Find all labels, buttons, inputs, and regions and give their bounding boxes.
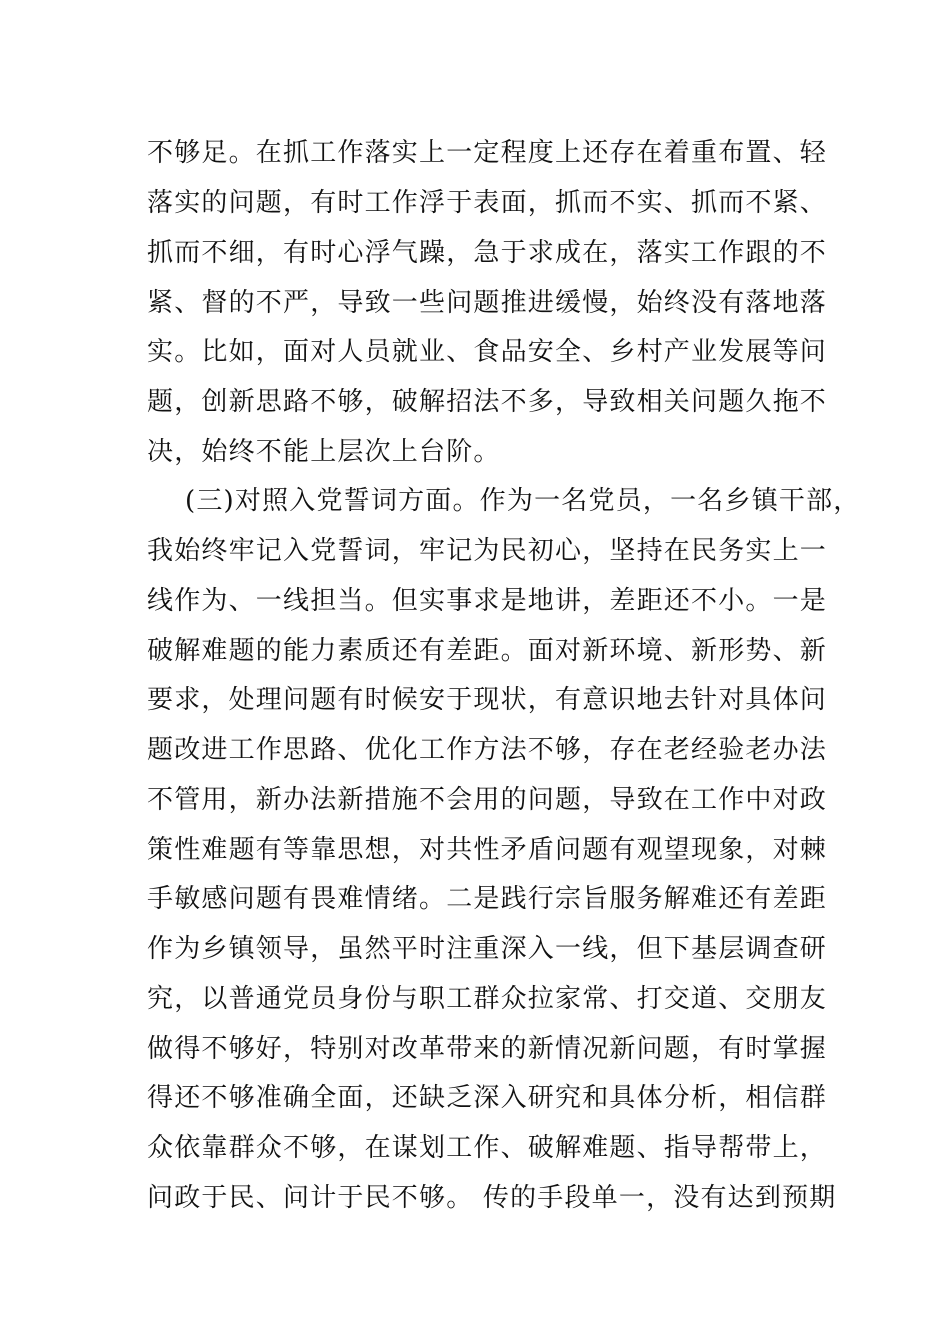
text-line: 策性难题有等靠思想，对共性矛盾问题有观望现象，对棘 <box>147 835 828 865</box>
text-line: 得还不够准确全面，还缺乏深入研究和具体分析，相信群 <box>147 1083 828 1113</box>
text-line: 题改进工作思路、优化工作方法不够，存在老经验老办法 <box>147 735 828 765</box>
text-line: 不管用，新办法新措施不会用的问题，导致在工作中对政 <box>147 785 828 815</box>
text-line: 我始终牢记入党誓词，牢记为民初心，坚持在民务实上一 <box>147 536 828 566</box>
text-line: 破解难题的能力素质还有差距。面对新环境、新形势、新 <box>147 636 828 666</box>
text-line: 要求，处理问题有时候安于现状，有意识地去针对具体问 <box>147 685 828 715</box>
text-line: 实。比如，面对人员就业、食品安全、乡村产业发展等问 <box>147 337 828 367</box>
text-line: 紧、督的不严，导致一些问题推进缓慢，始终没有落地落 <box>147 288 828 318</box>
text-line: 问政于民、问计于民不够。 传的手段单一，没有达到预期 <box>147 1183 837 1213</box>
text-line: 众依靠群众不够，在谋划工作、破解难题、指导帮带上， <box>147 1133 828 1163</box>
text-line: 不够足。在抓工作落实上一定程度上还存在着重布置、轻 <box>147 138 828 168</box>
text-line: 抓而不细，有时心浮气躁，急于求成在，落实工作跟的不 <box>147 238 828 268</box>
section-heading-line: (三)对照入党誓词方面。作为一名党员，一名乡镇干部， <box>185 486 861 516</box>
text-line: 落实的问题，有时工作浮于表面，抓而不实、抓而不紧、 <box>147 188 828 218</box>
text-line: 作为乡镇领导，虽然平时注重深入一线，但下基层调查研 <box>147 934 828 964</box>
text-line: 线作为、一线担当。但实事求是地讲，差距还不小。一是 <box>147 586 828 616</box>
text-line: 决，始终不能上层次上台阶。 <box>147 437 501 467</box>
text-line: 题，创新思路不够，破解招法不多，导致相关问题久拖不 <box>147 387 828 417</box>
text-line: 究，以普通党员身份与职工群众拉家常、打交道、交朋友 <box>147 984 828 1014</box>
text-line: 做得不够好，特别对改革带来的新情况新问题，有时掌握 <box>147 1034 828 1064</box>
text-line: 手敏感问题有畏难情绪。二是践行宗旨服务解难还有差距 <box>147 884 828 914</box>
